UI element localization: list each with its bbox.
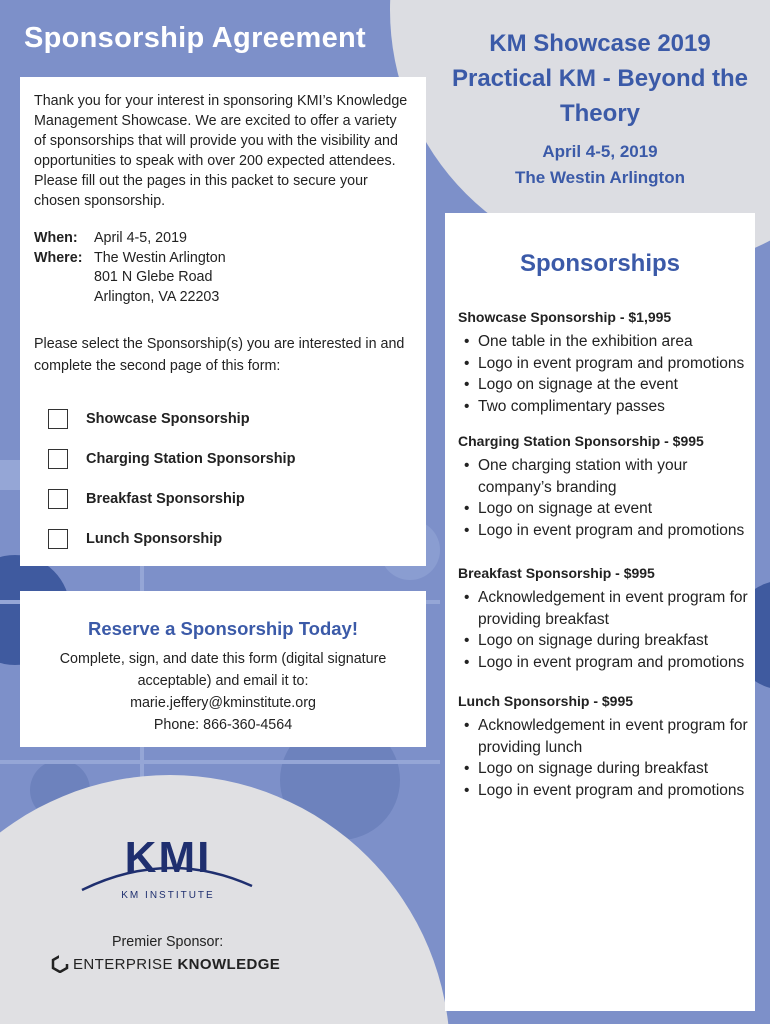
- reserve-phone: Phone: 866-360-4564: [153, 717, 293, 733]
- reserve-title: Reserve a Sponsorship Today!: [87, 618, 359, 639]
- reserve-card: [20, 591, 426, 747]
- list-item: • Logo on signage at the event: [464, 374, 755, 396]
- enterprise-knowledge-logo: [51, 955, 280, 973]
- sponsorship-option-lunch[interactable]: [48, 519, 412, 559]
- reserve-instructions: [20, 648, 426, 736]
- list-item: • One table in the exhibition area: [464, 331, 755, 353]
- premier-sponsor-label: Premier Sponsor:: [112, 934, 224, 950]
- event-info: [435, 26, 765, 191]
- event-date: April 4-5, 2019: [542, 142, 658, 161]
- breakfast-section: [458, 565, 755, 673]
- page-title: Sponsorship Agreement: [24, 22, 366, 54]
- lunch-checkbox[interactable]: [48, 529, 68, 549]
- option-label: Charging Station Sponsorship: [86, 451, 296, 467]
- sponsorship-checklist: [48, 399, 412, 559]
- bg-line: [0, 760, 440, 764]
- list-item: • Logo on signage during breakfast: [464, 758, 755, 780]
- bg-line: [0, 460, 20, 490]
- sponsorships-heading: Sponsorships: [519, 250, 681, 277]
- benefit-list: [464, 715, 755, 801]
- section-title: Charging Station Sponsorship - $995: [458, 433, 704, 449]
- list-item: • Two complimentary passes: [464, 396, 755, 418]
- option-label: Breakfast Sponsorship: [86, 491, 245, 507]
- where-line: Arlington, VA 22203: [94, 288, 220, 305]
- ek-icon: [51, 955, 69, 973]
- reserve-line: acceptable) and email it to:: [137, 673, 309, 689]
- kmi-logo: [80, 828, 255, 908]
- event-title-line: Theory: [559, 100, 640, 127]
- intro-text: Thank you for your interest in sponsoring KMI’s Knowledge Management Showcase. We are excited to offer a variety of sponsorships that will provide you with the visibility and opportunities to speak with over 200 expected attendees. Please fill out the pages in this packet to secure your chosen sponsorship.: [34, 93, 408, 209]
- charging-section: [458, 433, 755, 541]
- sponsorship-option-showcase[interactable]: [48, 399, 412, 439]
- when-value: April 4-5, 2019: [94, 230, 187, 246]
- select-instructions: Please select the Sponsorship(s) you are interested in and complete the second page of this form:: [34, 336, 405, 374]
- sponsor-name: ENTERPRISE KNOWLEDGE: [73, 955, 281, 973]
- kmi-mark: KMI: [124, 833, 212, 882]
- where-line: The Westin Arlington: [94, 249, 226, 266]
- section-title: Showcase Sponsorship - $1,995: [458, 309, 672, 325]
- list-item: • Acknowledgement in event program for providing lunch: [464, 715, 755, 758]
- kmi-subtitle: KM INSTITUTE: [121, 890, 215, 901]
- kmi-logo-graphic: [80, 828, 255, 908]
- section-title: Breakfast Sponsorship - $995: [458, 565, 655, 581]
- list-item: • One charging station with your company’s branding: [464, 455, 755, 498]
- breakfast-checkbox[interactable]: [48, 489, 68, 509]
- event-title-line: Practical KM - Beyond the: [451, 65, 749, 92]
- where-label: Where:: [34, 249, 83, 266]
- where-line: 801 N Glebe Road: [94, 269, 213, 285]
- charging-checkbox[interactable]: [48, 449, 68, 469]
- sponsorships-panel: [445, 213, 755, 1011]
- section-title: Lunch Sponsorship - $995: [458, 693, 634, 709]
- intro-card: [20, 77, 426, 566]
- option-label: Lunch Sponsorship: [86, 531, 223, 547]
- event-title-line: KM Showcase 2019: [489, 30, 711, 57]
- benefit-list: [464, 587, 755, 673]
- sponsorship-option-breakfast[interactable]: [48, 479, 412, 519]
- showcase-section: [458, 309, 755, 417]
- benefit-list: [464, 455, 755, 541]
- list-item: • Logo in event program and promotions: [464, 780, 755, 802]
- when-label: When:: [34, 230, 78, 246]
- sponsorship-option-charging[interactable]: [48, 439, 412, 479]
- showcase-checkbox[interactable]: [48, 409, 68, 429]
- list-item: • Logo on signage during breakfast: [464, 630, 755, 652]
- list-item: • Logo on signage at event: [464, 498, 755, 520]
- benefit-list: [464, 331, 755, 417]
- lunch-section: [458, 693, 755, 801]
- event-details: [34, 229, 412, 307]
- option-label: Showcase Sponsorship: [86, 411, 250, 427]
- event-venue: The Westin Arlington: [515, 168, 685, 187]
- list-item: • Logo in event program and promotions: [464, 520, 755, 542]
- reserve-line: Complete, sign, and date this form (digital signature: [59, 651, 387, 667]
- reserve-email[interactable]: marie.jeffery@kminstitute.org: [130, 695, 316, 711]
- list-item: • Acknowledgement in event program for providing breakfast: [464, 587, 755, 630]
- list-item: • Logo in event program and promotions: [464, 353, 755, 375]
- list-item: • Logo in event program and promotions: [464, 652, 755, 674]
